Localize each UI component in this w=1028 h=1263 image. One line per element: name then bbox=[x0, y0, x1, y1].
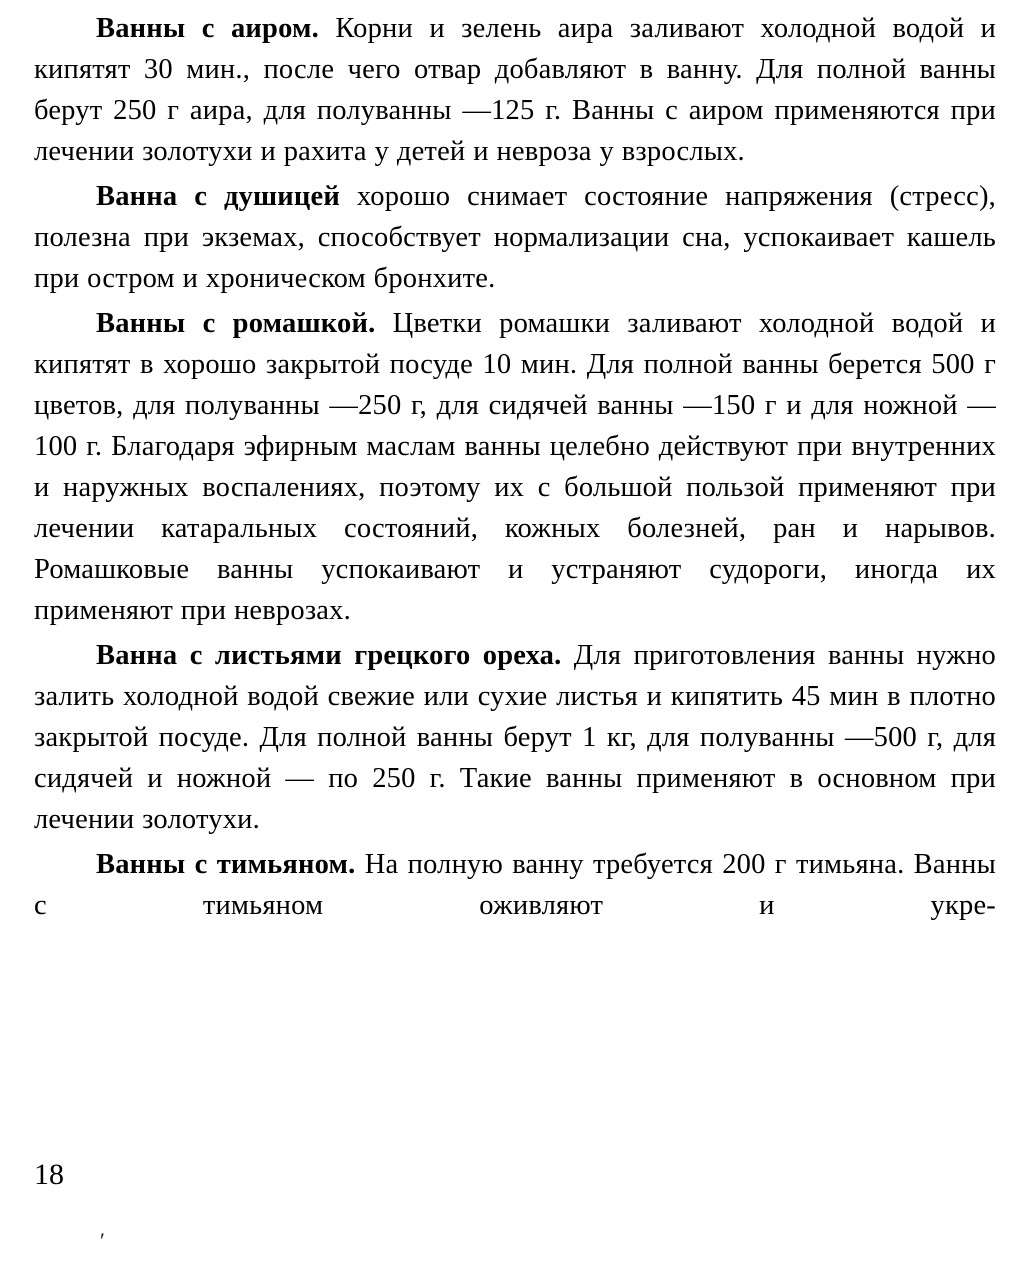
page-number: 18 bbox=[34, 1158, 64, 1191]
paragraph-lead-in: Ванна с листьями грецкого ореха. bbox=[96, 640, 562, 671]
paragraph-chamomile-bath bbox=[34, 303, 996, 631]
paragraph-lead-in: Ванны с ромашкой. bbox=[96, 308, 376, 339]
paragraph-kalamus-bath bbox=[34, 8, 996, 172]
paragraph-lead-in: Ванны с аиром. bbox=[96, 13, 319, 44]
body-text-column bbox=[34, 8, 996, 926]
paragraph-walnut-leaf-bath bbox=[34, 635, 996, 840]
paragraph-body: На полную ванну требуется 200 г тимьяна. Ванны с тимьяном оживляют и укре- bbox=[34, 849, 996, 921]
paragraph-oregano-bath bbox=[34, 176, 996, 299]
footer-mark: ′ bbox=[100, 1228, 105, 1253]
paragraph-body: Корни и зелень аира заливают холодной водой и кипятят 30 мин., после чего отвар добавляют в ванну. Для полной ванны берут 250 г аира, для полуванны —125 г. Ванны с аиром применяются при лечении золотухи и рахита у детей и невроза у взрослых. bbox=[34, 13, 996, 167]
paragraph-lead-in: Ванна с душицей bbox=[96, 181, 341, 212]
paragraph-thyme-bath bbox=[34, 844, 996, 926]
paragraph-body: Цветки ромашки заливают холодной водой и кипятят в хорошо закрытой посуде 10 мин. Для полной ванны берется 500 г цветов, для полуванны —250 г, для сидячей ванны —150 г и для ножной —100 г. Благодаря эфирным маслам ванны целебно действуют при внутренних и наружных воспалениях, поэтому их с большой пользой применяют при лечении катаральных состояний, кожных болезней, ран и нарывов. Ромашковые ванны успокаивают и устраняют судороги, иногда их применяют при неврозах. bbox=[34, 308, 996, 626]
paragraph-body: Для приготовления ванны нужно залить холодной водой свежие или сухие листья и кипятить 45 мин в плотно закрытой посуде. Для полной ванны берут 1 кг, для полуванны —500 г, для сидячей и ножной — по 250 г. Такие ванны применяют в основном при лечении золотухи. bbox=[34, 640, 996, 835]
paragraph-lead-in: Ванны с тимьяном. bbox=[96, 849, 356, 880]
paragraph-body: хорошо снимает состояние напряжения (стресс), полезна при экземах, способствует нормализации сна, успокаивает кашель при остром и хроническом бронхите. bbox=[34, 181, 996, 294]
